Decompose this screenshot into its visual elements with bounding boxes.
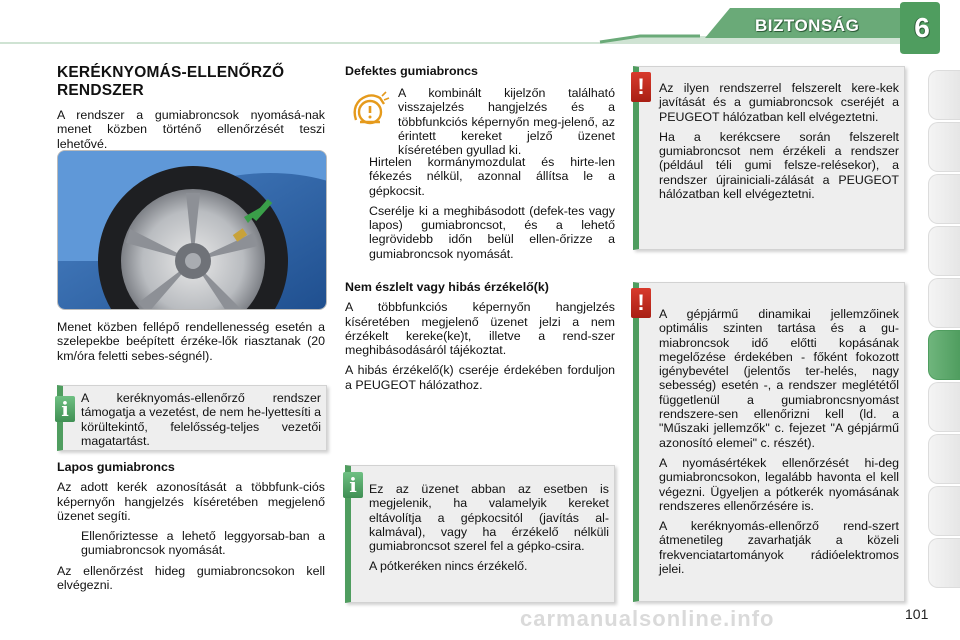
section-title: BIZTONSÁG — [755, 16, 860, 35]
warning-box-1-text-2: Ha a kerékcsere során felszerelt gumiabroncsot nem érzékeli a rendszer (például téli gumi felsze-relésekor), a rendszer újrainiciali-zálását a PEUGEOT hálózatban kell elvégeztetni. — [659, 129, 899, 202]
sensor-text-1: A többfunkciós képernyőn hangjelzés kíséretében megjelenő üzenet jelzi a nem érzékelt kereke(ke)t, illetve a rend-szer meghibásodásáról tájékoztat. — [345, 300, 615, 358]
defect-heading: Defektes gumiabroncs — [345, 64, 478, 78]
warning-icon: ! — [631, 288, 651, 318]
info-icon: i — [343, 472, 363, 498]
left-column — [57, 64, 325, 157]
sensor-heading: Nem észlelt vagy hibás érzékelő(k) — [345, 280, 549, 294]
side-tab-4[interactable] — [928, 226, 960, 276]
tire-pressure-warning-icon — [350, 90, 392, 130]
detection-text: Menet közben fellépő rendellenesség esetén a szelepekbe beépített érzéke-lők riasztanak (20 km/óra feletti sebes-ségnél). — [57, 320, 325, 363]
defect-text-block — [398, 86, 615, 163]
side-tab-10[interactable] — [928, 538, 960, 588]
chapter-number: 6 — [914, 12, 930, 43]
intro-text: A rendszer a gumiabroncsok nyomásá-nak menet közben történő ellenőrzését teszi lehetővé. — [57, 108, 325, 151]
warning-box-2-text-1: A gépjármű dinamikai jellemzőinek optimális szinten tartása és a gu-miabroncsok idő előtti kopásának megelőzése érdekében - főként fokozott igénybevétel (jelentős ter-helés, nagy sebesség) esetén -, a rendszer meglététől függetlenül a gumiabroncsnyomást rendszere-sen ellenőrizni kell (ld. a "Műszaki jellemzők" c. fejezet "A gépjármű azonosító elemei" c. részét). — [659, 307, 899, 450]
flat-tire-section — [57, 460, 325, 598]
info-icon: i — [55, 396, 75, 422]
defect-bullet-2 — [345, 204, 615, 261]
left-column-lower — [57, 320, 325, 369]
side-tab-7[interactable] — [928, 382, 960, 432]
flat-tire-end-text: Az ellenőrzést hideg gumiabroncsokon kell elvégezni. — [57, 563, 325, 593]
sensor-text-2: A hibás érzékelő(k) cseréje érdekében forduljon a PEUGEOT hálózathoz. — [345, 363, 615, 392]
warning-box-2-text-2: A nyomásértékek ellenőrzését hi-deg gumiabroncsokon, legalább havonta el kell végezni. Ügyeljen a pótkerék nyomásának rendszeres ellenőrzésére is. — [659, 455, 899, 513]
side-tab-5[interactable] — [928, 278, 960, 328]
sensor-section — [345, 280, 615, 398]
side-tab-3[interactable] — [928, 174, 960, 224]
bullet-icon — [57, 529, 81, 558]
flat-tire-bullet-text: Ellenőriztesse a lehető leggyorsab-ban a gumiabroncsok nyomását. — [81, 529, 325, 558]
info-box-middle-text-2: A pótkeréken nincs érzékelő. — [369, 559, 528, 574]
flat-tire-bullet — [57, 529, 325, 558]
warning-box-2-text-3: A keréknyomás-ellenőrző rend-szert átmenetileg zavarhatják a közeli frekvenciatartományok rádióelektromos jelei. — [659, 519, 899, 577]
watermark: carmanualsonline.info — [520, 606, 775, 631]
defect-bullets — [345, 155, 615, 267]
page-number: 101 — [905, 606, 929, 622]
warning-icon: ! — [631, 72, 651, 102]
bullet-icon — [345, 155, 369, 198]
side-tab-1[interactable] — [928, 70, 960, 120]
side-tab-6-active[interactable] — [928, 330, 960, 380]
defect-bullet-2-text: Cserélje ki a meghibásodott (defek-tes vagy lapos) gumiabroncsot, és a lehető legrövidebb időn belül ellen-őrizze a gumiabroncsok nyomását. — [369, 203, 615, 261]
info-box-middle — [345, 465, 615, 603]
warning-box-1-text-1: Az ilyen rendszerrel felszerelt kere-kek javítását és a gumiabroncsok cseréjét a PEUGEOT hálózatban kell elvégeztetni. — [659, 81, 899, 124]
info-box-middle-text-1: Ez az üzenet abban az esetben is megjelenik, ha valamelyik kereket eltávolítja a gépkocsitól (javítás al-kalmával), vagy ha érzékelő nélküli gumiabroncsot szerel fel a gépko-csira. — [369, 482, 609, 554]
defect-bullet-1 — [345, 155, 615, 198]
middle-column — [345, 64, 615, 84]
defect-bullet-1-text: Hirtelen kormánymozdulat és hirte-len fékezés nélkül, azonnal állítsa le a gépkocsit. — [369, 155, 615, 198]
wheel-illustration — [57, 150, 327, 310]
flat-tire-text: Az adott kerék azonosítását a többfunk-ciós képernyőn hangjelzés kíséretében megjelenő üzenet segíti. — [57, 480, 325, 523]
info-box-left — [57, 385, 327, 451]
bullet-icon — [345, 204, 369, 261]
warning-box-2 — [633, 282, 905, 602]
defect-text: A kombinált kijelzőn található visszajelzés hangjelzés és a többfunkciós képernyőn meg-jelenő, az érintett kereket jelző üzenet kíséretében gyullad ki. — [398, 86, 615, 158]
info-box-left-text: A keréknyomás-ellenőrző rendszer támogatja a vezetést, de nem he-lyettesíti a körültekintő, felelősség-teljes vezetői magatartást. — [81, 391, 321, 448]
page-heading: KERÉKNYOMÁS-ELLENŐRZŐ RENDSZER — [57, 64, 285, 99]
side-tab-8[interactable] — [928, 434, 960, 484]
warning-box-1 — [633, 66, 905, 250]
flat-tire-heading: Lapos gumiabroncs — [57, 460, 175, 474]
side-tab-9[interactable] — [928, 486, 960, 536]
side-tab-2[interactable] — [928, 122, 960, 172]
